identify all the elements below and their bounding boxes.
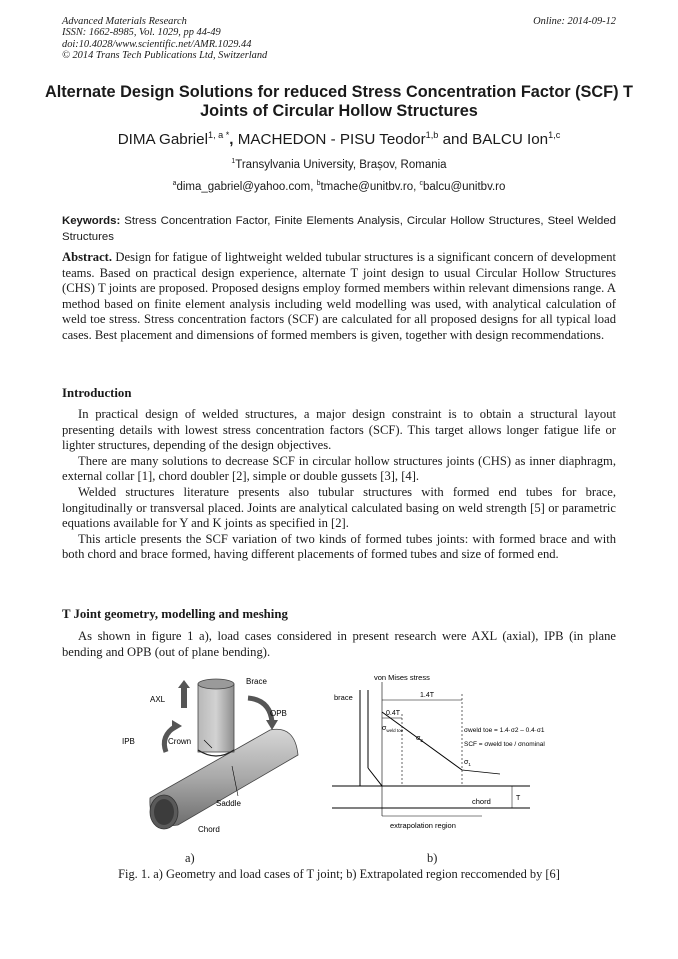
paragraph: In practical design of welded structures, a major design constraint is to obtain a structural layout presenting details with lowest stress concentration factors (SCF). This target allows longer fatigue life or lighter structures, depending of the design objectives.	[62, 407, 616, 453]
paragraph: There are many solutions to decrease SCF in circular hollow structures joints (CHS) as inner diaphragm, external collar [1], chord doubler [2], simple or double gussets [3], [4].	[62, 453, 616, 484]
email-link[interactable]: balcu@unitbv.ro	[422, 181, 506, 193]
keywords	[62, 214, 616, 245]
label-chord: Chord	[198, 825, 220, 834]
affiliation	[0, 159, 678, 171]
paragraph: As shown in figure 1 a), load cases considered in present research were AXL (axial), IPB (in plane bending and OPB (out of plane bending).	[62, 629, 616, 659]
author-name: BALCU Ion	[472, 131, 549, 148]
axl-arrow	[178, 680, 190, 708]
label-opb: OPB	[270, 709, 287, 718]
email-sup: b	[316, 180, 321, 188]
geometry-body	[62, 629, 616, 660]
label-chord-b: chord	[472, 797, 491, 806]
label-sigma1: $\sigma_1$	[464, 759, 471, 767]
paper-title: Alternate Design Solutions for reduced Stress Concentration Factor (SCF) T Joints of Circular Hollow Structures	[44, 83, 633, 120]
abstract-label: Abstract.	[62, 250, 113, 264]
label-04t: 0.4T	[386, 710, 401, 717]
author-affil-sup: 1,b	[425, 129, 439, 140]
affiliation-text: Transylvania University, Brașov, Romania	[235, 159, 447, 171]
label-14t: 1.4T	[420, 692, 435, 699]
t-joint-drawing	[122, 677, 298, 834]
keywords-label: Keywords:	[62, 215, 121, 227]
label-brace: Brace	[246, 677, 267, 686]
section-heading-geometry: T Joint geometry, modelling and meshing	[62, 607, 288, 621]
issn-line: ISSN: 1662-8985, Vol. 1029, pp 44-49	[62, 27, 221, 39]
opb-arrow	[248, 698, 272, 722]
paragraph: Welded structures literature presents also tubular structures with formed end tubes for brace, longitudinally or transversal placed. Joints are analytical calculated basing on weld strength [5] or parametric equations available for Y and K joints as specified in [2].	[62, 484, 616, 531]
brace-tube	[198, 684, 234, 752]
author-affil-sup: 1,c	[548, 129, 561, 140]
stress-tail	[462, 770, 500, 774]
abstract	[62, 250, 616, 344]
opb-arrowhead	[266, 720, 278, 730]
online-date: Online: 2014-09-12	[533, 16, 616, 27]
label-extrapolation-region: extrapolation region	[390, 821, 456, 830]
label-ipb: IPB	[122, 737, 135, 746]
chord-end-inner	[154, 799, 174, 825]
journal-name: Advanced Materials Research	[62, 16, 187, 27]
figure-label-b: b)	[427, 851, 438, 865]
copyright-line: © 2014 Trans Tech Publications Ltd, Switzerland	[62, 50, 268, 62]
figure-label-a: a)	[185, 851, 195, 865]
email-link[interactable]: dima_gabriel@yahoo.com,	[176, 181, 314, 193]
figure-caption: Fig. 1. a) Geometry and load cases of T joint; b) Extrapolated region reccomended by [6]	[118, 867, 560, 881]
label-crown: Crown	[168, 737, 192, 746]
page-header	[62, 16, 616, 62]
extrapolation-labels	[334, 673, 545, 830]
author-conj: and	[442, 131, 468, 148]
label-eq2: SCF = σweld toe / σnominal	[464, 741, 545, 748]
author-affil-sup: 1, a *	[208, 129, 230, 140]
doi-line: doi:10.4028/www.scientific.net/AMR.1029.44	[62, 38, 252, 50]
label-saddle: Saddle	[216, 799, 241, 808]
affiliation-sup: 1	[231, 158, 236, 166]
figure-1	[120, 670, 560, 840]
email-sup: a	[172, 180, 177, 188]
email-sup: c	[419, 180, 423, 188]
ipb-arrowhead	[172, 720, 182, 732]
weld-profile	[368, 768, 382, 786]
label-von-mises: von Mises stress	[374, 673, 430, 682]
author-name: MACHEDON - PISU Teodor	[237, 131, 426, 148]
label-t: T	[516, 795, 521, 802]
keywords-text: Stress Concentration Factor, Finite Elements Analysis, Circular Hollow Structures, Steel Welded Structures	[62, 215, 616, 243]
abstract-text: Design for fatigue of lightweight welded tubular structures is a significant concern of development teams. Based on practical design experience, alternate T joint design to usual Circular Hollow Structures (CHS) T joints are proposed. Proposed designs employ formed members within relevant dimensions range. A method based on finite element analysis including weld modelling was used, with analytical calculation of weld toe stress. Stress concentration factors (SCF) are calculated for all proposed designs for all typical load cases. Best placement and dimensions of formed members is given, together with design recommendations.	[62, 250, 616, 342]
author-name: DIMA Gabriel	[117, 131, 208, 148]
paragraph: This article presents the SCF variation of two kinds of formed tubes joints: with formed brace and with both chord and brace formed, having different placements of formed tubes and size of formed end.	[62, 531, 616, 562]
label-eq1: σweld toe = 1.4·σ2 – 0.4·σ1	[464, 727, 545, 734]
email-link[interactable]: tmache@unitbv.ro,	[320, 181, 417, 193]
section-heading-introduction: Introduction	[62, 386, 132, 400]
brace-top	[198, 679, 234, 689]
author-emails	[0, 181, 678, 193]
author-list: DIMA Gabriel$^{1, a *}$, MACHEDON - PISU Teodor$^{1,b}$ and BALCU Ion$^{1,c}$	[117, 129, 561, 148]
label-axl: AXL	[150, 695, 166, 704]
label-sigma2: $\sigma_2$	[416, 735, 423, 743]
extrapolation-diagram	[332, 682, 530, 816]
label-brace-b: brace	[334, 693, 353, 702]
introduction-body	[62, 407, 616, 563]
label-sigma-weld-toe: $\sigma_{weld toe}$	[382, 725, 404, 733]
